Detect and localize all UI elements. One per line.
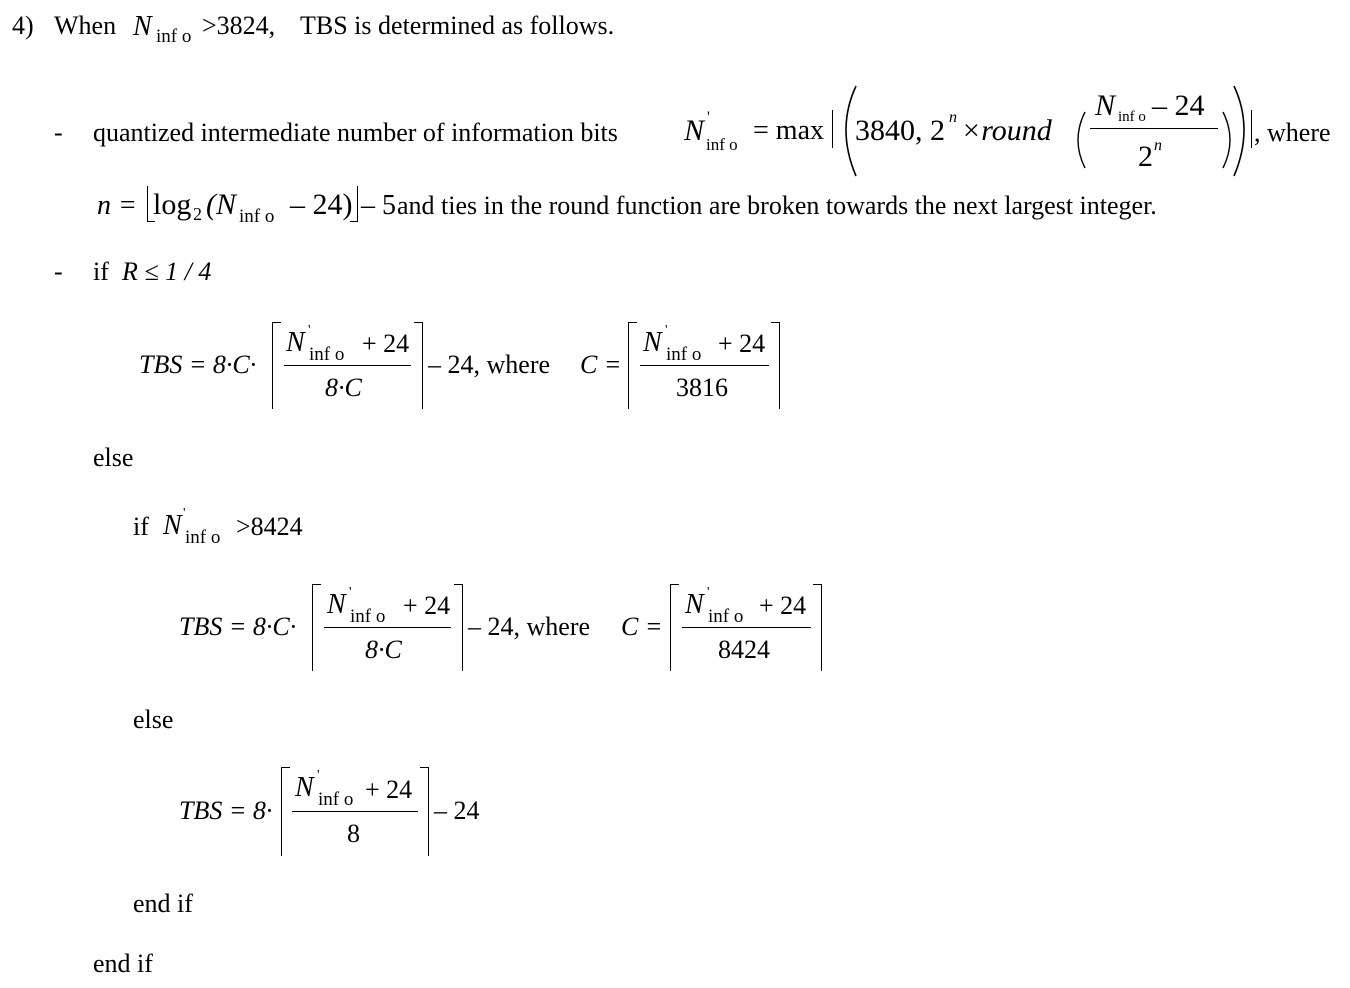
eq2-c-equals: C = (621, 612, 663, 641)
fraction-denominator: 2 (1138, 140, 1153, 173)
eq1-c-den: 3816 (676, 373, 728, 402)
eq1-c-ceil-left-cap (628, 322, 637, 323)
eq1-c-prime: ' (665, 323, 668, 338)
eq2-ceil-left-cap (312, 584, 321, 585)
eq2-ceil-left (312, 584, 313, 671)
heading-tail: TBS is determined as follows. (300, 11, 615, 40)
eq3-ceil-left-cap (281, 767, 290, 768)
item-number: 4) (12, 11, 34, 40)
eq3-ceil-right-cap (420, 767, 429, 768)
eq3-fraction-bar (292, 811, 418, 812)
eq1-ceil-left (272, 322, 273, 409)
eq3-ceil-left (281, 767, 282, 856)
eq1-num-n: N (286, 327, 305, 358)
eq3-num-subscript: inf o (318, 789, 354, 810)
n-info-subscript (156, 27, 191, 46)
eq1-c-num-subscript: inf o (666, 344, 702, 365)
n-info-subscript: inf o (706, 135, 738, 154)
eq2-c-num-n: N (685, 589, 704, 620)
eq1-num-subscript: inf o (309, 344, 345, 365)
eq1-c-fraction-bar (640, 365, 769, 366)
eq1-ceil-left-cap (272, 322, 281, 323)
eq1-c-num-n: N (643, 327, 662, 358)
fraction-numerator-subscript: inf o (1118, 109, 1146, 125)
eq2-c-den: 8424 (718, 635, 770, 664)
end-if-inner: end if (133, 889, 193, 918)
log-argument-n: (N (206, 188, 236, 221)
heading-threshold: >3824, (202, 11, 276, 40)
eq2-num-subscript: inf o (350, 606, 386, 627)
floor-right-vertical (357, 186, 358, 222)
if-keyword: if (133, 512, 149, 541)
if-n-symbol: N (163, 510, 182, 541)
n-info-symbol: N (133, 11, 152, 42)
n-equals: n = (97, 190, 137, 221)
eq3-ceil-right (428, 767, 429, 856)
equals-max: = max (753, 115, 824, 146)
eq2-c-num-plus: + 24 (759, 591, 807, 620)
subscript-text: inf o (156, 26, 192, 47)
heading-when: When (54, 11, 117, 40)
eq2-ceil-right-cap (454, 584, 463, 585)
eq3-tail: – 24 (434, 796, 480, 825)
bullet-dash: - (54, 118, 63, 147)
bullet-dash: - (54, 257, 63, 286)
eq3-den: 8 (347, 819, 360, 848)
eq3-num-n: N (295, 772, 314, 803)
eq2-num-plus: + 24 (403, 591, 451, 620)
eq2-c-num-subscript: inf o (708, 606, 744, 627)
eq1-num-plus: + 24 (362, 329, 410, 358)
eq2-middle: – 24, where (468, 612, 591, 641)
prime-mark: ' (707, 109, 710, 126)
end-if-outer: end if (93, 949, 153, 978)
eq2-prime: ' (349, 585, 352, 600)
eq1-c-ceil-left (628, 322, 629, 409)
eq2-c-prime: ' (707, 585, 710, 600)
fraction-numerator-minus: – 24 (1152, 89, 1205, 122)
eq1-c-ceil-right-cap (771, 322, 780, 323)
inner-left-paren-icon (1069, 110, 1089, 170)
else-keyword: else (93, 443, 134, 472)
eq1-ceil-right (422, 322, 423, 409)
eq2-c-ceil-right-cap (813, 584, 822, 585)
minus-five: – 5 (361, 190, 396, 221)
eq2-c-ceil-left (670, 584, 671, 671)
eq3-prime: ' (317, 768, 320, 783)
eq2-lhs: TBS = 8·C· (179, 612, 297, 641)
rate-condition: R ≤ 1 / 4 (122, 257, 212, 286)
max-close-separator (1251, 110, 1252, 148)
eq1-ceil-right-cap (414, 322, 423, 323)
eq2-c-fraction-bar (682, 627, 811, 628)
max-argument: 3840, 2 (855, 114, 945, 147)
log-argument-subscript: inf o (239, 206, 275, 227)
eq2-fraction-bar (324, 627, 451, 628)
quantized-text: quantized intermediate number of information bits (93, 118, 618, 147)
log-base: 2 (193, 204, 202, 224)
fraction-denominator-exponent: n (1154, 137, 1162, 154)
eq1-den: 8·C (325, 373, 362, 402)
eq1-prime: ' (308, 323, 311, 338)
else-keyword: else (133, 705, 174, 734)
n-exponent: n (949, 109, 957, 126)
eq2-ceil-right (462, 584, 463, 671)
n-info-prime-symbol: N (684, 114, 705, 147)
eq1-c-num-plus: + 24 (718, 329, 766, 358)
fraction-bar (1090, 128, 1218, 129)
eq2-c-ceil-left-cap (670, 584, 679, 585)
eq1-fraction-bar (284, 365, 411, 366)
where-text: , where (1254, 118, 1331, 147)
floor-left-vertical (147, 186, 148, 222)
fraction-numerator-n: N (1095, 89, 1116, 122)
if-n-condition: >8424 (236, 512, 303, 541)
eq1-lhs: TBS = 8·C· (139, 350, 257, 379)
eq1-middle: – 24, where (428, 350, 551, 379)
eq2-num-n: N (327, 589, 346, 620)
if-n-subscript: inf o (185, 527, 221, 548)
eq2-c-ceil-right (821, 584, 822, 671)
log-function: log (153, 188, 192, 221)
eq1-c-equals: C = (580, 350, 622, 379)
if-keyword: if (93, 257, 109, 286)
if-n-prime: ' (183, 506, 186, 521)
eq3-num-plus: + 24 (365, 775, 413, 804)
times-round: ×round (961, 114, 1052, 147)
floor-right-foot (350, 221, 358, 222)
ties-text: and ties in the round function are broken towards the next largest integer. (397, 191, 1157, 220)
eq2-den: 8·C (365, 635, 402, 664)
floor-left-foot (147, 221, 155, 222)
eq3-lhs: TBS = 8· (179, 796, 273, 825)
log-argument-minus: – 24) (290, 188, 353, 221)
eq1-c-ceil-right (779, 322, 780, 409)
